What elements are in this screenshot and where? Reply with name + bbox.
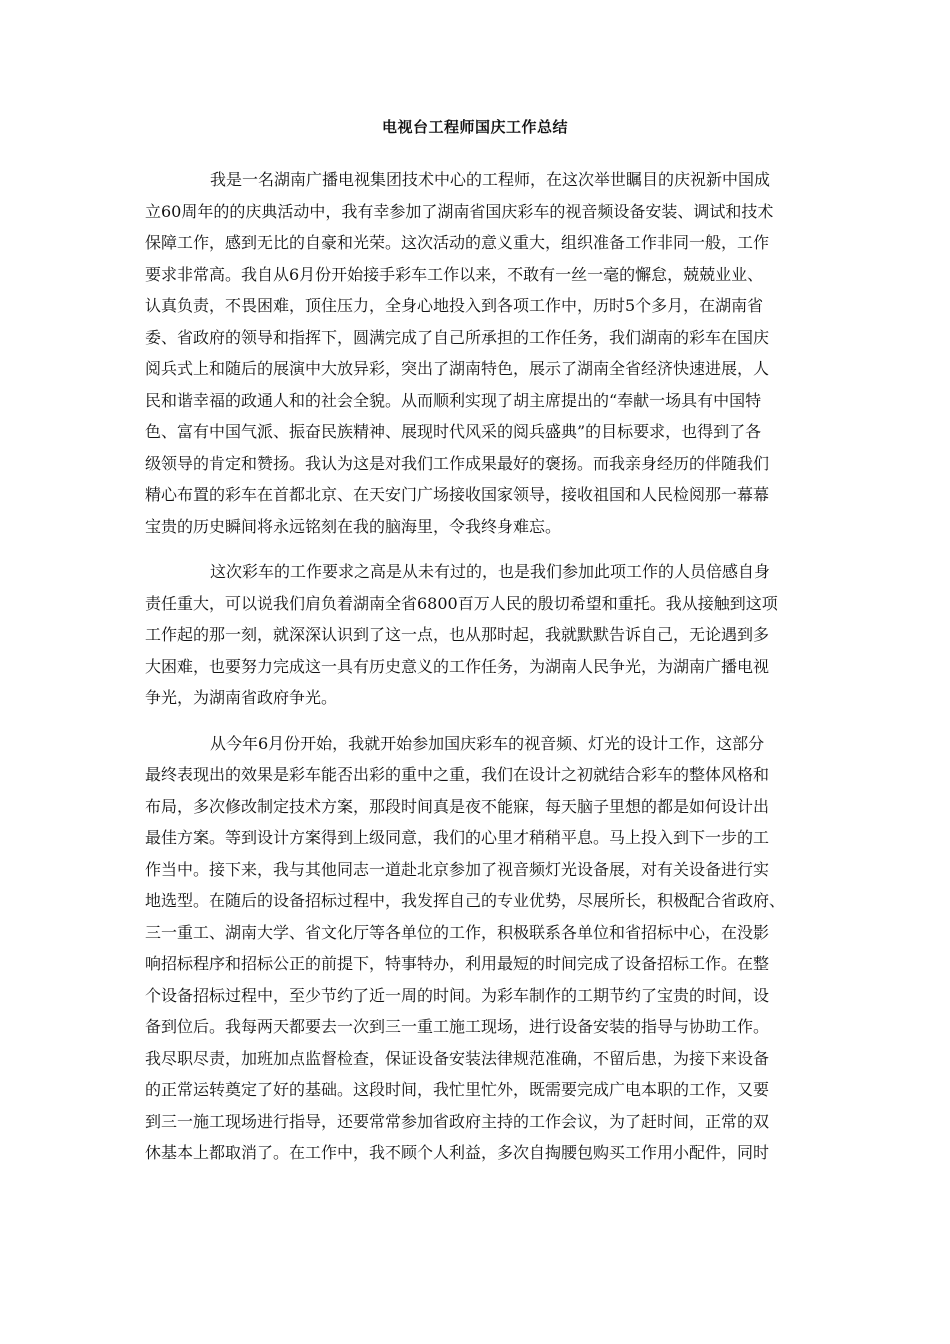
- paragraph-line: 争光，为湖南省政府争光。: [145, 688, 338, 707]
- paragraph-line: 最终表现出的效果是彩车能否出彩的重中之重，我们在设计之初就结合彩车的整体风格和: [145, 765, 770, 784]
- paragraph-line: 三一重工、湖南大学、省文化厅等各单位的工作，积极联系各单位和省招标中心，在没影: [145, 922, 770, 942]
- paragraph-line: 级领导的肯定和赞扬。我认为这是对我们工作成果最好的褒扬。而我亲身经历的伴随我们: [145, 453, 770, 473]
- paragraph-line: 作当中。接下来，我与其他同志一道赴北京参加了视音频灯光设备展，对有关设备进行实: [145, 859, 770, 879]
- paragraph-line: 保障工作，感到无比的自豪和光荣。这次活动的意义重大，组织准备工作非同一般，工作: [145, 233, 770, 252]
- paragraph-line: 从今年6月份开始，我就开始参加国庆彩车的视音频、灯光的设计工作，这部分: [210, 733, 765, 753]
- paragraph-line: 这次彩车的工作要求之高是从未有过的，也是我们参加此项工作的人员倍感自身: [210, 562, 771, 581]
- paragraph-line: 我是一名湖南广播电视集团技术中心的工程师，在这次举世瞩目的庆祝新中国成: [210, 170, 771, 189]
- paragraph-line: 到三一施工现场进行指导，还要常常参加省政府主持的工作会议，为了赶时间，正常的双: [145, 1111, 770, 1131]
- paragraph-line: 地选型。在随后的设备招标过程中，我发挥自己的专业优势，尽展所长，积极配合省政府、: [145, 891, 786, 910]
- paragraph-line: 阅兵式上和随后的展演中大放异彩，突出了湖南特色，展示了湖南全省经济快速进展，人: [145, 359, 770, 378]
- paragraph: [145, 164, 811, 542]
- paragraph: [145, 556, 811, 714]
- document-title: 电视台工程师国庆工作总结: [381, 118, 568, 136]
- paragraph-line: 休基本上都取消了。在工作中，我不顾个人利益，多次自掏腰包购买工作用小配件，同时: [145, 1143, 770, 1162]
- paragraph-line: 要求非常高。我自从6月份开始接手彩车工作以来，不敢有一丝一毫的懈怠，兢兢业业、: [145, 264, 764, 284]
- document-body: [145, 164, 811, 1183]
- paragraph-line: 委、省政府的领导和指挥下，圆满完成了自己所承担的工作任务，我们湖南的彩车在国庆: [145, 327, 770, 347]
- paragraph-line: 备到位后。我每两天都要去一次到三一重工施工现场，进行设备安装的指导与协助工作。: [145, 1017, 770, 1036]
- paragraph-line: 的正常运转奠定了好的基础。这段时间，我忙里忙外，既需要完成广电本职的工作，又要: [145, 1080, 770, 1099]
- paragraph-line: 民和谐幸福的政通人和的社会全貌。从而顺利实现了胡主席提出的“奉献一场具有中国特: [145, 390, 762, 410]
- paragraph-line: 布局，多次修改制定技术方案，那段时间真是夜不能寐，每天脑子里想的都是如何设计出: [145, 796, 770, 816]
- paragraph-line: 我尽职尽责，加班加点监督检查，保证设备安装法律规范准确，不留后患，为接下来设备: [145, 1048, 770, 1068]
- paragraph-line: 认真负责，不畏困难，顶住压力，全身心地投入到各项工作中，历时5个多月，在湖南省: [145, 296, 764, 315]
- paragraph-line: 精心布置的彩车在首都北京、在天安门广场接收国家领导，接收祖国和人民检阅那一幕幕: [145, 485, 770, 504]
- paragraph-line: 响招标程序和招标公正的前提下，特事特办，利用最短的时间完成了设备招标工作。在整: [145, 954, 770, 973]
- paragraph-line: 色、富有中国气派、振奋民族精神、展现时代风采的阅兵盛典”的目标要求，也得到了各: [145, 422, 762, 441]
- paragraph-line: 宝贵的历史瞬间将永远铭刻在我的脑海里，令我终身难忘。: [145, 516, 562, 536]
- paragraph-line: 最佳方案。等到设计方案得到上级同意，我们的心里才稍稍平息。马上投入到下一步的工: [145, 828, 770, 847]
- paragraph: [145, 728, 811, 1169]
- paragraph-line: 个设备招标过程中，至少节约了近一周的时间。为彩车制作的工期节约了宝贵的时间，设: [145, 985, 770, 1005]
- paragraph-line: 工作起的那一刻，就深深认识到了这一点，也从那时起，我就默默告诉自己，无论遇到多: [145, 625, 770, 644]
- paragraph-line: 责任重大，可以说我们肩负着湖南全省6800百万人民的殷切希望和重托。我从接触到这项: [145, 593, 778, 613]
- paragraph-line: 立60周年的的庆典活动中，我有幸参加了湖南省国庆彩车的视音频设备安装、调试和技术: [145, 201, 774, 221]
- paragraph-line: 大困难，也要努力完成这一具有历史意义的工作任务，为湖南人民争光，为湖南广播电视: [145, 656, 770, 676]
